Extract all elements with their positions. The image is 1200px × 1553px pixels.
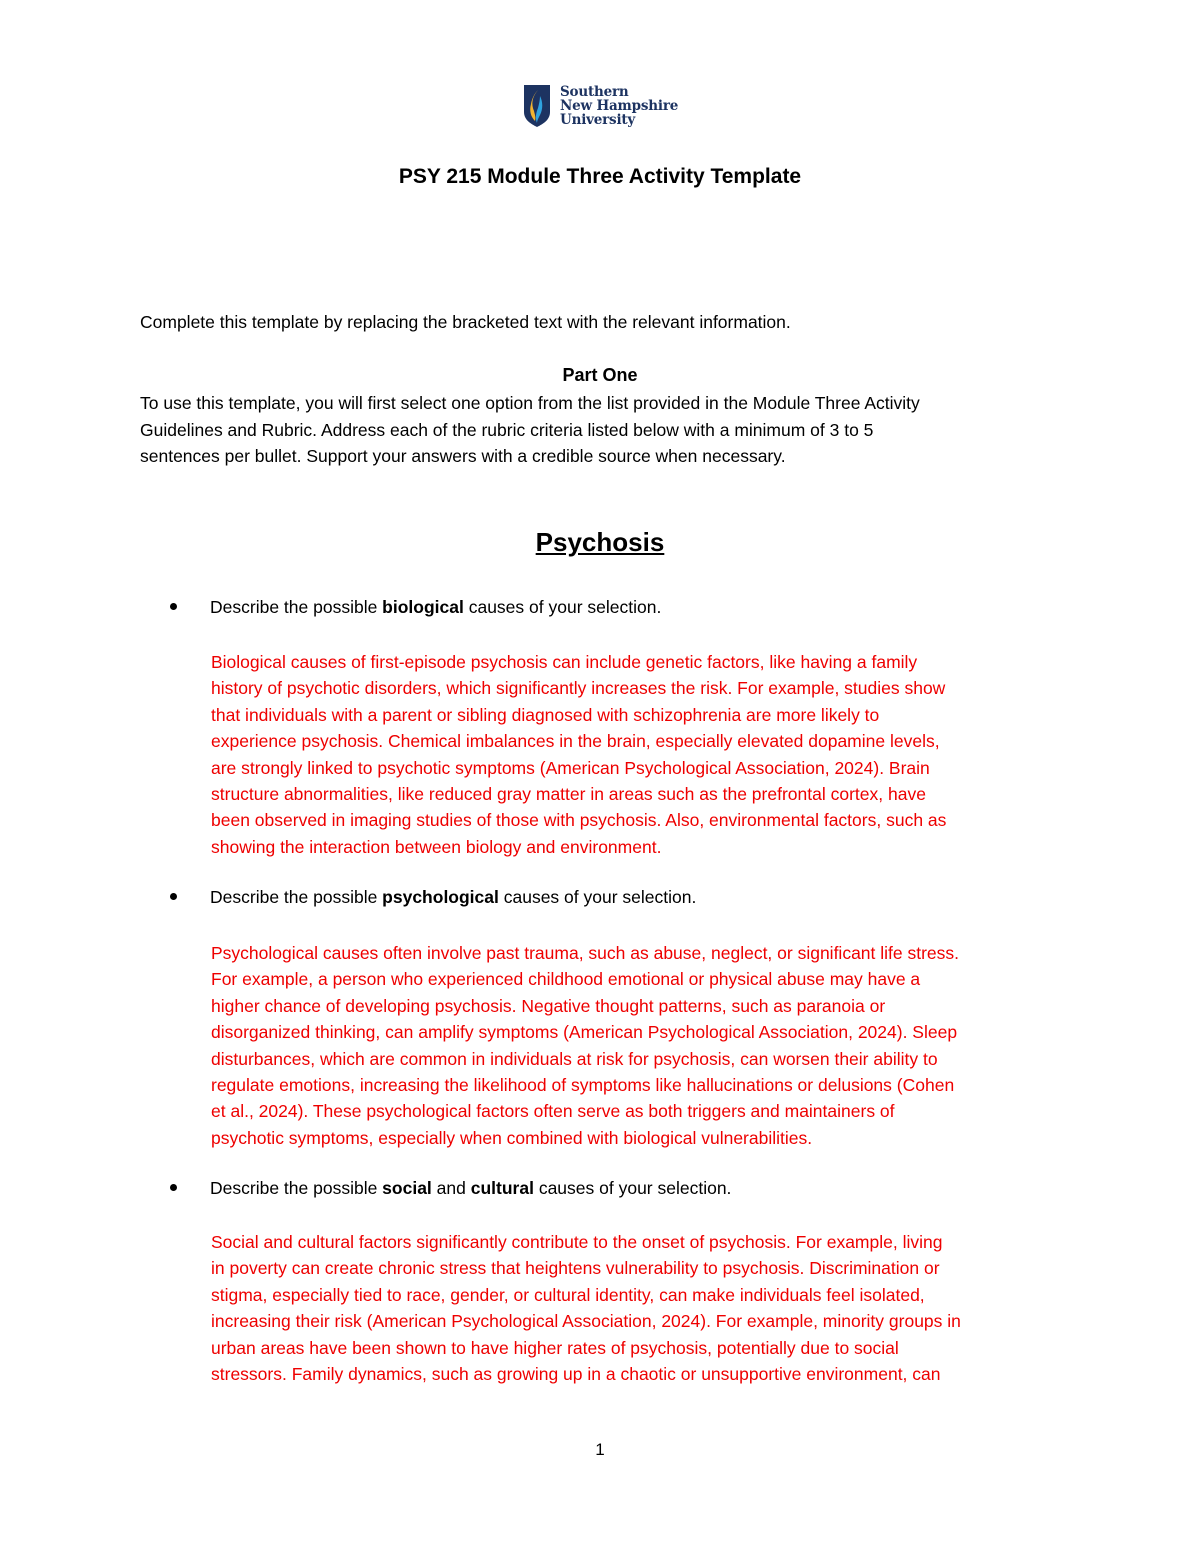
shield-flame-icon xyxy=(523,84,551,128)
answer-line: Psychological causes often involve past trauma, such as abuse, neglect, or significant life stress. xyxy=(211,943,960,963)
intro-line: sentences per bullet. Support your answers with a credible source when necessary. xyxy=(140,446,786,466)
logo-line-1: Southern xyxy=(560,84,629,100)
answer-line: urban areas have been shown to have higher rates of psychosis, potentially due to social xyxy=(211,1337,899,1358)
prompt-text: causes of your selection. xyxy=(463,597,662,617)
snhu-logo xyxy=(523,84,678,128)
prompt-keyword: social xyxy=(382,1178,432,1198)
prompt-text: and xyxy=(431,1178,471,1198)
answer-psychological xyxy=(211,940,1071,1151)
intro-line: Guidelines and Rubric. Address each of the rubric criteria listed below with a minimum of 3 to 5 xyxy=(140,419,874,440)
bullet-icon xyxy=(170,893,177,900)
answer-line: been observed in imaging studies of those with psychosis. Also, environmental factors, such as xyxy=(211,810,947,831)
prompt-text: causes of your selection. xyxy=(498,887,697,907)
part-one-heading: Part One xyxy=(562,365,638,385)
answer-line: in poverty can create chronic stress that heightens vulnerability to psychosis. Discrimination or xyxy=(211,1258,940,1279)
answer-line: et al., 2024). These psychological factors often serve as both triggers and maintainers of xyxy=(211,1101,895,1122)
logo-line-2: New Hampshire xyxy=(560,98,679,114)
answer-line: disturbances, which are common in individuals at risk for psychosis, can worsen their ability to xyxy=(211,1048,938,1069)
selection-heading: Psychosis xyxy=(535,527,665,557)
page-number: 1 xyxy=(595,1440,605,1459)
answer-line: history of psychotic disorders, which significantly increases the risk. For example, studies show xyxy=(211,678,946,699)
answer-line: Biological causes of first-episode psychosis can include genetic factors, like having a family xyxy=(211,652,918,672)
prompt-text: causes of your selection. xyxy=(533,1178,732,1198)
bullet-prompt-biological xyxy=(170,597,661,618)
answer-line: regulate emotions, increasing the likelihood of symptoms like hallucinations or delusions (Cohen xyxy=(211,1075,955,1096)
intro-line: To use this template, you will first select one option from the list provided in the Module Three Activity xyxy=(140,393,920,413)
answer-line: increasing their risk (American Psychological Association, 2024). For example, minority groups in xyxy=(211,1311,961,1332)
answer-line: stressors. Family dynamics, such as growing up in a chaotic or unsupportive environment, can xyxy=(211,1364,941,1385)
bullet-prompt-social-cultural xyxy=(170,1178,731,1199)
prompt-keyword: psychological xyxy=(382,887,499,907)
answer-biological xyxy=(211,649,1071,860)
prompt-text: Describe the possible xyxy=(210,597,383,617)
prompt-text: Describe the possible xyxy=(210,1178,383,1198)
instruction-text: Complete this template by replacing the bracketed text with the relevant information. xyxy=(140,312,791,332)
answer-line: disorganized thinking, can amplify symptoms (American Psychological Association, 2024). Sleep xyxy=(211,1022,958,1043)
bullet-prompt-psychological xyxy=(170,887,696,908)
bullet-icon xyxy=(170,1184,177,1191)
answer-line: that individuals with a parent or sibling diagnosed with schizophrenia are more likely to xyxy=(211,704,880,725)
prompt-keyword: biological xyxy=(382,597,464,617)
answer-line: Social and cultural factors significantly contribute to the onset of psychosis. For example, living xyxy=(211,1232,943,1252)
document-title: PSY 215 Module Three Activity Template xyxy=(398,165,802,188)
answer-social-cultural xyxy=(211,1229,1071,1387)
answer-line: psychotic symptoms, especially when combined with biological vulnerabilities. xyxy=(211,1127,813,1148)
answer-line: showing the interaction between biology and environment. xyxy=(211,836,662,857)
bullet-icon xyxy=(170,603,177,610)
prompt-keyword: cultural xyxy=(470,1178,534,1198)
answer-line: structure abnormalities, like reduced gray matter in areas such as the prefrontal cortex, have xyxy=(211,784,926,805)
answer-line: higher chance of developing psychosis. Negative thought patterns, such as paranoia or xyxy=(211,995,886,1016)
logo-line-3: University xyxy=(560,112,636,128)
prompt-text: Describe the possible xyxy=(210,887,383,907)
answer-line: stigma, especially tied to race, gender, or cultural identity, can make individuals feel isolated, xyxy=(211,1284,925,1305)
answer-line: are strongly linked to psychotic symptoms (American Psychological Association, 2024). Brain xyxy=(211,757,930,778)
answer-line: experience psychosis. Chemical imbalances in the brain, especially elevated dopamine levels, xyxy=(211,731,940,752)
part-one-intro xyxy=(140,390,1070,470)
answer-line: For example, a person who experienced childhood emotional or physical abuse may have a xyxy=(211,969,921,990)
